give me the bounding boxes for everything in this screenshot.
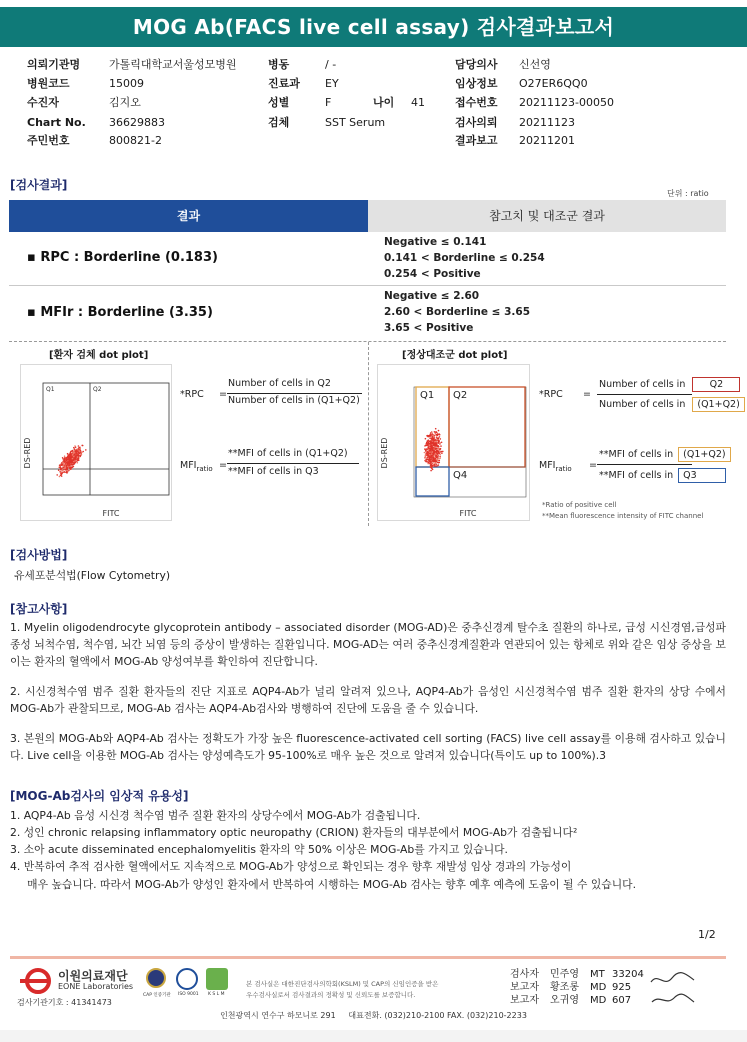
dot-mark (62, 467, 64, 469)
info-row: 병원코드 15009 (27, 77, 144, 90)
org-name: 이원의료재단 (58, 969, 128, 983)
list-item: 2. 성인 chronic relapsing inflammatory optic neuropathy (CRION) 환자들의 대부분에서 MOG-Ab가 검출됩니다² (10, 826, 578, 839)
dot-mark (431, 451, 433, 453)
dot-mark (78, 448, 80, 450)
dot-mark (428, 439, 430, 441)
mfir-result: ▪ MFIr : Borderline (3.35) (27, 305, 213, 320)
dot-mark (435, 431, 437, 433)
eone-logo-icon (16, 966, 58, 996)
q2-label: Q2 (93, 386, 102, 393)
q2-label: Q2 (453, 390, 468, 401)
dot-mark (71, 453, 73, 455)
list-item: 3. 소아 acute disseminated encephalomyelitis 환자의 약 50% 이상은 MOG-Ab를 가지고 있습니다. (10, 843, 508, 856)
dot-mark (437, 450, 439, 452)
dot-mark (80, 450, 82, 452)
dot-mark (439, 462, 441, 464)
ctrl-rpc-denominator: Number of cells in (Q1+Q2) (599, 397, 745, 412)
info-row: 접수번호 20211123-00050 (455, 96, 614, 109)
reference-column-header: 참고치 및 대조군 결과 (368, 200, 726, 232)
dot-mark (429, 459, 431, 461)
dot-mark (77, 462, 79, 464)
dot-mark (433, 465, 435, 467)
dot-mark (434, 435, 436, 437)
dot-mark (61, 468, 63, 470)
dot-mark (73, 454, 75, 456)
dot-mark (430, 441, 432, 443)
rpc-label: *RPC (539, 389, 563, 400)
dot-mark (427, 441, 429, 443)
dot-mark (439, 454, 441, 456)
dot-mark (82, 445, 84, 447)
dot-mark (73, 462, 75, 464)
mfi-label: $MFI_{ratio}$ (180, 460, 213, 473)
dot-mark (425, 444, 427, 446)
patient-info (0, 57, 747, 153)
fraction-line (227, 463, 359, 464)
dot-mark (429, 445, 431, 447)
dot-mark (434, 444, 436, 446)
dot-mark (431, 463, 433, 465)
dot-mark (428, 462, 430, 464)
dot-mark (64, 467, 66, 469)
dot-mark (438, 448, 440, 450)
equals-sign: = (219, 389, 227, 400)
iso-seal-icon (176, 968, 198, 990)
info-row: 주민번호 800821-2 (27, 134, 162, 147)
dot-mark (431, 453, 433, 455)
dot-mark (65, 472, 67, 474)
dot-mark (425, 452, 427, 454)
info-row: 임상정보 O27ER6QQ0 (455, 77, 588, 90)
org-name-en: EONE Laboratories (58, 982, 134, 991)
dot-mark (428, 436, 430, 438)
dot-mark (434, 441, 436, 443)
info-row: 담당의사 신선영 (455, 58, 551, 71)
q1-label: Q1 (420, 390, 435, 401)
method-heading: [검사방법] (10, 548, 68, 562)
dot-mark (69, 459, 71, 461)
info-row: 성별 F 나이 41 (268, 96, 425, 109)
dot-mark (438, 430, 440, 432)
dot-mark (434, 451, 436, 453)
equals-sign: = (589, 460, 597, 471)
plot-frame (43, 383, 169, 495)
dot-mark (436, 448, 438, 450)
ctrl-mfi-denominator: **MFI of cells in Q3 (599, 468, 726, 483)
dot-mark (429, 454, 431, 456)
dot-plot-section (9, 341, 740, 525)
dot-mark (431, 432, 433, 434)
dot-mark (56, 474, 58, 476)
dot-mark (76, 448, 78, 450)
dot-mark (72, 451, 74, 453)
patient-scatter (21, 365, 173, 522)
dot-mark (65, 461, 67, 463)
dot-mark (440, 445, 442, 447)
dot-mark (74, 445, 76, 447)
info-row: 의뢰기관명 가톨릭대학교서울성모병원 (27, 58, 237, 71)
dot-mark (432, 465, 434, 467)
dot-mark (68, 470, 70, 472)
dot-mark (66, 469, 68, 471)
q4-label: Q4 (453, 470, 468, 481)
dot-mark (62, 457, 64, 459)
note-paragraph-1: 1. Myelin oligodendrocyte glycoprotein antibody – associated disorder (MOG-AD)은 중추신경계 탈수초 질환의 하나로, 급성 시신경염,급성파종성 뇌척수염, 척수염, 뇌간 뇌염 등의 증상이 발생하는 질환입니다. MOG-AD는 여러 중추신경계질환과 연관되어 있는 항체로 위와 같은 임상 증상을 보이는 환자의 혈액에서 MOG-Ab 양성여부를 확인하여 진단합니다. (10, 621, 726, 668)
dot-mark (426, 448, 428, 450)
dot-mark (74, 457, 76, 459)
dot-mark (73, 447, 75, 449)
y-axis-label: DS-RED (380, 437, 389, 469)
dot-mark (59, 464, 61, 466)
dot-mark (77, 456, 79, 458)
mfi-label: $MFI_{ratio}$ (539, 460, 572, 473)
dot-mark (426, 454, 428, 456)
dot-mark (61, 470, 63, 472)
dot-mark (436, 441, 438, 443)
dot-mark (59, 471, 61, 473)
dot-mark (75, 456, 77, 458)
rpc-numerator: Number of cells in Q2 (228, 378, 331, 389)
dot-mark (425, 455, 427, 457)
info-row: 검체 SST Serum (268, 116, 386, 129)
control-dot-cloud (424, 428, 444, 472)
cert-caption: CAP 인증기관 (143, 993, 171, 998)
method-text: 유세포분석법(Flow Cytometry) (14, 569, 171, 582)
dot-mark (85, 449, 87, 451)
dot-mark (71, 462, 73, 464)
section-divider (368, 342, 369, 526)
cert-statement: 우수검사실로서 검사결과의 정확성 및 신뢰도를 보증합니다. (246, 991, 416, 999)
list-item: 매우 높습니다. 따라서 MOG-Ab가 양성인 환자에서 반복하여 시행하는 MOG-Ab 검사는 향후 예후 예측에 도움이 될 수 있습니다. (10, 878, 636, 891)
dot-mark (435, 453, 437, 455)
footer-bar (0, 1030, 747, 1042)
info-row: Chart No. 36629883 (27, 116, 165, 129)
table-row (9, 286, 726, 340)
dot-mark (68, 464, 70, 466)
dot-mark (82, 451, 84, 453)
staff-row: 검사자 민주영 MT 33204 (510, 969, 644, 980)
control-scatter (378, 365, 531, 522)
dot-mark (435, 439, 437, 441)
control-dot-plot (377, 364, 530, 521)
list-item: 4. 반복하여 추적 검사한 혈액에서도 지속적으로 MOG-Ab가 양성으로 확인되는 경우 향후 재발성 임상 경과의 가능성이 (10, 860, 572, 873)
utility-heading: [MOG-Ab검사의 임상적 유용성] (10, 789, 189, 803)
patient-dot-plot (20, 364, 172, 521)
signature-icon (648, 968, 698, 1010)
rpc-reference: Negative ≤ 0.141 0.141 < Borderline ≤ 0.254 0.254 < Positive (384, 236, 545, 280)
dot-mark (78, 445, 80, 447)
q1q2-box: (Q1+Q2) (692, 397, 744, 412)
dot-mark (429, 451, 431, 453)
dot-mark (434, 456, 436, 458)
note-paragraph-3: 3. 본원의 MOG-Ab와 AQP4-Ab 검사는 정확도가 가장 높은 fluorescence-activated cell sorting (FACS) live cell assay를 이용해 검사하고 있습니다. Live cell을 이용한 MOG-Ab 검사는 양성예측도가 95-100%로 매우 높은 것으로 알려져 있습니다(특이도 up to 100%).3 (10, 732, 726, 762)
dot-mark (62, 464, 64, 466)
dot-mark (439, 458, 441, 460)
dot-mark (429, 463, 431, 465)
page-number: 1/2 (698, 928, 716, 941)
dot-mark (69, 457, 71, 459)
cert-caption: K S L M (208, 992, 225, 997)
dot-mark (430, 443, 432, 445)
dot-mark (64, 465, 66, 467)
dot-mark (78, 452, 80, 454)
dot-mark (437, 445, 439, 447)
rpc-denominator: Number of cells in (Q1+Q2) (228, 395, 360, 406)
footnote: *Ratio of positive cell (542, 501, 617, 509)
dot-mark (75, 450, 77, 452)
dot-mark (63, 459, 65, 461)
dot-mark (74, 448, 76, 450)
dot-mark (439, 456, 441, 458)
list-item: 1. AQP4-Ab 음성 시신경 척수염 범주 질환 환자의 상당수에서 MOG-Ab가 검출됩니다. (10, 809, 421, 822)
x-axis-label: FITC (459, 509, 477, 518)
dot-mark (432, 457, 434, 459)
dot-mark (68, 462, 70, 464)
mfi-denominator: **MFI of cells in Q3 (228, 466, 319, 477)
dot-mark (437, 458, 439, 460)
rpc-result: ▪ RPC : Borderline (0.183) (27, 250, 218, 265)
info-row: 결과보고 20211201 (455, 134, 575, 147)
dot-mark (77, 453, 79, 455)
dot-mark (433, 445, 435, 447)
dot-mark (70, 468, 72, 470)
cap-seal-icon (146, 968, 166, 988)
staff-list (510, 968, 644, 1007)
q2-box: Q2 (692, 377, 740, 392)
info-row: 진료과 EY (268, 77, 339, 90)
mfir-reference: Negative ≤ 2.60 2.60 < Borderline ≤ 3.65 3.65 < Positive (384, 290, 531, 334)
q1-label: Q1 (46, 386, 55, 393)
dot-mark (66, 458, 68, 460)
rpc-label: *RPC (180, 389, 204, 400)
dot-mark (73, 466, 75, 468)
dot-mark (432, 433, 434, 435)
dot-mark (63, 462, 65, 464)
footnote: **Mean fluorescence intensity of FITC channel (542, 512, 704, 520)
dot-mark (431, 445, 433, 447)
cert-caption: ISO 9001 (178, 992, 199, 997)
footer-divider (10, 956, 726, 959)
dot-mark (430, 450, 432, 452)
dot-mark (435, 455, 437, 457)
info-row: 수진자 김지오 (27, 96, 141, 109)
dot-mark (72, 450, 74, 452)
dot-mark (439, 436, 441, 438)
dot-mark (436, 461, 438, 463)
dot-mark (440, 442, 442, 444)
equals-sign: = (583, 389, 591, 400)
dot-mark (438, 441, 440, 443)
fraction-line (227, 393, 362, 394)
cert-statement: 본 검사실은 대한진단검사의학회(KSLM) 및 CAP의 신임인증을 받은 (246, 980, 439, 988)
notes-heading: [참고사항] (10, 602, 68, 616)
info-row: 병동 / - (268, 58, 337, 71)
dot-mark (426, 435, 428, 437)
dot-mark (434, 462, 436, 464)
dot-mark (437, 453, 439, 455)
dot-mark (425, 438, 427, 440)
patient-plot-label: [환자 검체 dot plot] (49, 350, 149, 361)
q1q2-box: (Q1+Q2) (678, 447, 730, 462)
dot-mark (440, 448, 442, 450)
dot-mark (61, 475, 63, 477)
report-title: MOG Ab(FACS live cell assay) 검사결과보고서 (0, 7, 747, 47)
dot-mark (432, 449, 434, 451)
kslm-logo-icon (206, 968, 228, 990)
dot-mark (433, 460, 435, 462)
dot-mark (81, 452, 83, 454)
q3-box: Q3 (678, 468, 726, 483)
dot-mark (429, 435, 431, 437)
dot-mark (442, 451, 444, 453)
dot-mark (432, 438, 434, 440)
dot-mark (432, 436, 434, 438)
fraction-line (597, 394, 692, 395)
dot-mark (79, 448, 81, 450)
equals-sign: = (219, 460, 227, 471)
dot-mark (429, 437, 431, 439)
staff-row: 보고자 황조롱 MD 925 (510, 982, 632, 993)
dot-mark (437, 439, 439, 441)
note-paragraph-2: 2. 시신경척수염 범주 질환 환자들의 진단 지표로 AQP4-Ab가 널리 알려져 있으나, AQP4-Ab가 음성인 시신경척수염 범주 질환 환자의 상당 수에서 MOG-Ab가 관찰되므로, MOG-Ab 검사는 AQP4-Ab검사와 병행하여 진단에 도움을 줄 수 있습니다. (10, 685, 726, 715)
dot-mark (67, 466, 69, 468)
fraction-line (597, 464, 692, 465)
q3-gate (416, 467, 449, 496)
dot-mark (426, 457, 428, 459)
dot-mark (424, 452, 426, 454)
dot-mark (80, 455, 82, 457)
dot-mark (71, 464, 73, 466)
address-line: 인천광역시 연수구 하모니로 291 대표전화. (032)210-2100 FAX. (032)210-2233 (220, 1011, 527, 1020)
info-row: 검사의뢰 20211123 (455, 116, 575, 129)
table-row (9, 232, 726, 286)
ctrl-mfi-numerator: **MFI of cells in (Q1+Q2) (599, 447, 731, 462)
dot-mark (441, 452, 443, 454)
dot-mark (429, 457, 431, 459)
result-column-header: 결과 (9, 200, 368, 232)
dot-mark (430, 470, 432, 472)
dot-mark (437, 456, 439, 458)
dot-mark (60, 468, 62, 470)
control-plot-label: [정상대조군 dot plot] (402, 350, 508, 361)
dot-mark (425, 460, 427, 462)
x-axis-label: FITC (102, 509, 120, 518)
dot-mark (72, 460, 74, 462)
dot-mark (424, 448, 426, 450)
dot-mark (438, 438, 440, 440)
dot-mark (77, 458, 79, 460)
dot-mark (66, 464, 68, 466)
dot-mark (59, 476, 61, 478)
dot-mark (431, 467, 433, 469)
dot-mark (77, 460, 79, 462)
ctrl-rpc-numerator: Number of cells in Q2 (599, 377, 740, 392)
dot-mark (428, 449, 430, 451)
dot-mark (66, 460, 68, 462)
staff-row: 보고자 오귀영 MD 607 (510, 995, 632, 1006)
unit-label: 단위 : ratio (667, 189, 709, 198)
dot-mark (58, 469, 60, 471)
dot-mark (64, 471, 66, 473)
dot-mark (424, 457, 426, 459)
dot-mark (73, 456, 75, 458)
institution-code: 검사기관기호 : 41341473 (17, 998, 112, 1007)
dot-mark (77, 451, 79, 453)
dot-mark (429, 461, 431, 463)
dot-mark (435, 428, 437, 430)
dot-mark (64, 455, 66, 457)
dot-mark (432, 469, 434, 471)
patient-dot-cloud (56, 445, 86, 478)
results-heading: [검사결과] (10, 178, 68, 192)
dot-mark (436, 436, 438, 438)
dot-mark (437, 434, 439, 436)
y-axis-label: DS-RED (23, 437, 32, 469)
dot-mark (426, 443, 428, 445)
dot-mark (440, 438, 442, 440)
dot-mark (72, 458, 74, 460)
mfi-numerator: **MFI of cells in (Q1+Q2) (228, 448, 348, 459)
dot-mark (438, 460, 440, 462)
dot-mark (434, 446, 436, 448)
dot-mark (431, 443, 433, 445)
dot-mark (435, 465, 437, 467)
